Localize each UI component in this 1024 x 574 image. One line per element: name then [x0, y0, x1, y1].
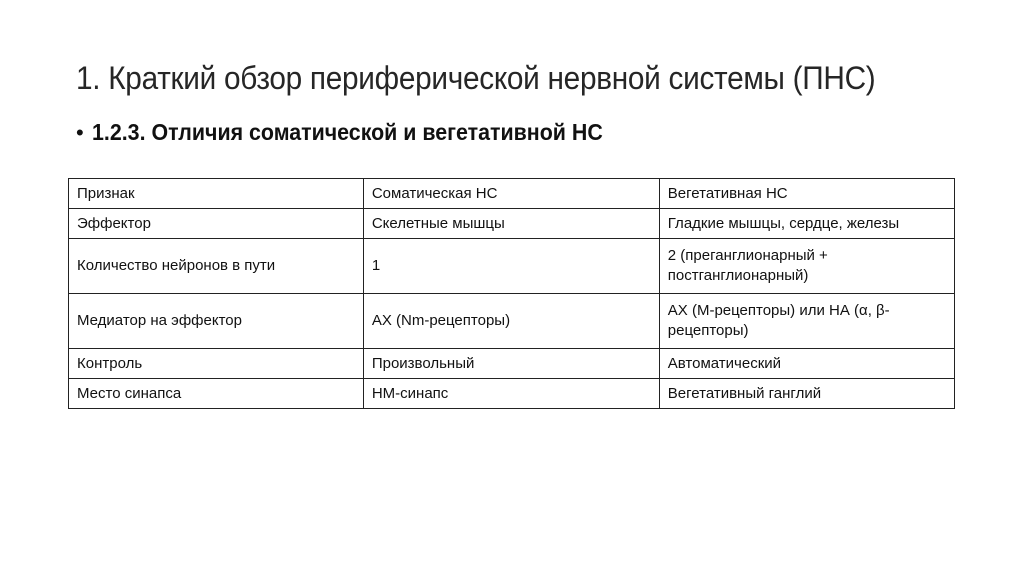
table-cell: АХ (Nm-рецепторы) [363, 294, 659, 349]
table-cell: 1 [363, 239, 659, 294]
table-row [69, 349, 955, 379]
slide-title: 1. Краткий обзор периферической нервной системы (ПНС) [76, 60, 876, 96]
bullet-marker: • [76, 120, 84, 145]
header-cell: Признак [69, 179, 364, 209]
table-cell: Гладкие мышцы, сердце, железы [659, 209, 954, 239]
bullet-text: 1.2.3. Отличия соматической и вегетативной НС [91, 119, 603, 145]
table-cell: Место синапса [69, 379, 364, 409]
table-header-row [69, 179, 955, 209]
table-cell: Количество нейронов в пути [69, 239, 364, 294]
header-cell: Вегетативная НС [659, 179, 954, 209]
table-row [69, 294, 955, 349]
comparison-table [68, 178, 955, 409]
table-cell: Вегетативный ганглий [659, 379, 954, 409]
table-cell: Контроль [69, 349, 364, 379]
bullet-item [76, 119, 641, 146]
table-row [69, 379, 955, 409]
table-cell: 2 (преганглионарный + постганглионарный) [659, 239, 954, 294]
table-cell: АХ (М-рецепторы) или НА (α, β-рецепторы) [659, 294, 954, 349]
header-cell: Соматическая НС [363, 179, 659, 209]
table-cell: Автоматический [659, 349, 954, 379]
table-cell: Эффектор [69, 209, 364, 239]
table-cell: Скелетные мышцы [363, 209, 659, 239]
table-row [69, 209, 955, 239]
table-cell: Медиатор на эффектор [69, 294, 364, 349]
table-cell: Произвольный [363, 349, 659, 379]
table-row [69, 239, 955, 294]
table-cell: НМ-синапс [363, 379, 659, 409]
